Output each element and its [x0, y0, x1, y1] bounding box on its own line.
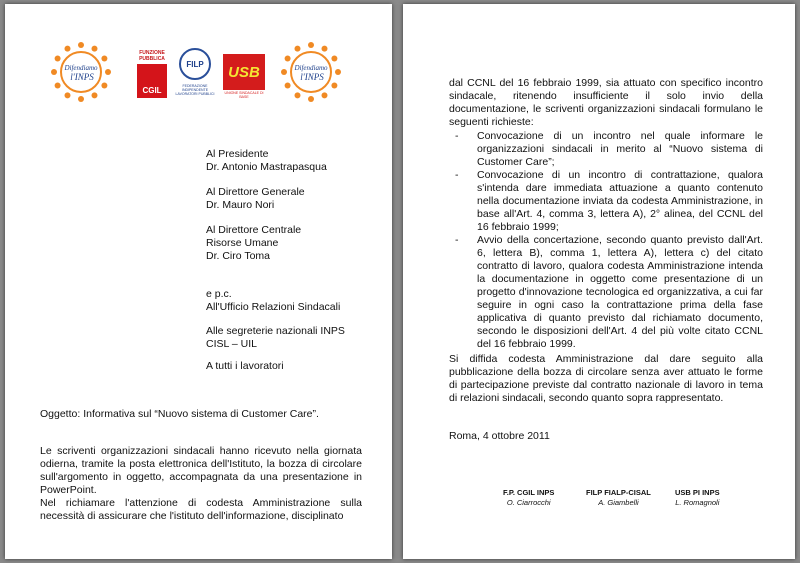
date-line: Roma, 4 ottobre 2011	[449, 430, 550, 442]
fp-label-2: PUBBLICA	[139, 56, 165, 62]
signature-org: F.P. CGIL INPS	[503, 488, 555, 497]
request-text: Convocazione di un incontro nel quale informare le organizzazioni sindacali in merito al “Nuovo sistema di Customer Care”;	[477, 130, 763, 168]
filp-logo	[175, 48, 215, 98]
filp-brand: FILP	[186, 59, 204, 69]
request-list	[449, 130, 763, 351]
signature-name: O. Ciarrocchi	[506, 498, 551, 507]
usb-subtitle: UNIONE SINDACALE DI BASE	[224, 91, 264, 99]
list-item: - Avvio della concertazione, secondo quanto previsto dall'Art. 6, lettera B), comma 1, lettera A), lettera c) del citato contratto di lavoro, qualora codesta Amministrazione intenda la documentazione in oggetto come presentazione di un progetto d'innovazione tecnologica ed organizzativa, a cui far seguire in ogni caso la contrattazione prima della fase applicativa di quanto previsto dal richiamato documento, secondo le disposizioni dell'Art. 4 del più volte citato CCNL del 16 febbraio 1999.	[455, 234, 763, 350]
intro-text: dal CCNL del 16 febbraio 1999, sia attuato con specifico incontro sindacale, ritenendo insufficiente il solo invio della documentazione, le scriventi organizzazioni sindacali formulano le seguenti richieste:	[449, 77, 763, 128]
closing-paragraph	[449, 353, 763, 405]
usb-brand: USB	[228, 63, 260, 81]
signature-fp-cgil	[503, 488, 554, 507]
signature-usb	[675, 488, 720, 507]
logo-header	[49, 40, 369, 106]
usb-logo	[223, 48, 265, 98]
funzione-pubblica-cgil-logo	[135, 50, 169, 98]
list-item: - Convocazione di un incontro nel quale informare le organizzazioni sindacali in merito al “Nuovo sistema di Customer Care”;	[455, 130, 763, 168]
request-text: Avvio della concertazione, secondo quanto previsto dall'Art. 6, lettera B), comma 1, lettera A), lettera c) del citato contratto di lavoro, qualora codesta Amministrazione intenda la documentazione in oggetto come presentazione di un progetto d'innovazione tecnologica ed organizzativa, a cui far seguire in ogni caso la contrattazione prima della fase applicativa di quanto previsto dal richiamato documento, secondo le disposizioni dell'Art. 4 del più volte citato CCNL del 16 febbraio 1999.	[477, 234, 763, 350]
subject-line: Oggetto: Informativa sul “Nuovo sistema di Customer Care”.	[40, 408, 319, 420]
recipient-direttore-generale: Al Direttore Generale Dr. Mauro Nori	[206, 186, 305, 211]
paragraph-2: Nel richiamare l'attenzione di codesta Amministrazione sulla necessità di assicurare che l'istituto dell'informazione, disciplinato	[40, 497, 362, 522]
document-page-2	[403, 4, 795, 559]
signature-org: USB PI INPS	[675, 488, 720, 497]
fp-label-1: FUNZIONE	[139, 50, 165, 56]
sun-text-1: Difendiamo	[64, 64, 98, 72]
sun2-text-2: l'INPS	[300, 72, 324, 82]
fp-brand: CGIL	[142, 86, 162, 95]
list-item: - Convocazione di un incontro di contrattazione, qualora s'intenda dare immediata attuazione a quanto contenuto nella documentazione inviata da codesta Amministrazione, in base all'Art. 4, comma 3, lettera A), 2° alinea, del CCNL del 16 febbraio 1999;	[455, 169, 763, 233]
sun-text-2: l'INPS	[70, 72, 94, 82]
signature-name: A. Giambelli	[598, 498, 639, 507]
difendiamo-inps-logo	[49, 40, 113, 104]
signature-name: L. Romagnoli	[675, 498, 720, 507]
paragraph-1: Le scriventi organizzazioni sindacali hanno ricevuto nella giornata odierna, tramite la posta elettronica dell'Istituto, la bozza di circolare sull'argomento in oggetto, accompagnata da una presentazione in PowerPoint.	[40, 445, 362, 496]
difendiamo-inps-logo-2	[279, 40, 343, 104]
filp-subtitle: FEDERAZIONE INDIPENDENTE LAVORATORI PUBBLICI	[175, 84, 215, 96]
sun2-text-1: Difendiamo	[294, 64, 328, 72]
request-text: Convocazione di un incontro di contrattazione, qualora s'intenda dare immediata attuazione a quanto contenuto nella documentazione inviata da codesta Amministrazione, in base all'Art. 4, comma 3, lettera A), 2° alinea, del CCNL del 16 febbraio 1999;	[477, 169, 763, 233]
closing-text: Si diffida codesta Amministrazione dal dare seguito alla pubblicazione della bozza di circolare senza aver attuato le forme di partecipazione previste dal contratto nazionale di lavoro in tema di relazioni sindacali, secondo quanto sopra rappresentato.	[449, 353, 763, 404]
recipient-direttore-centrale: Al Direttore Centrale Risorse Umane Dr. Ciro Toma	[206, 224, 302, 262]
intro-paragraph	[449, 77, 763, 129]
recipient-segreterie: Alle segreterie nazionali INPS CISL – UIL	[206, 325, 345, 350]
recipient-lavoratori: A tutti i lavoratori	[206, 360, 284, 372]
recipient-epc: e p.c. All'Ufficio Relazioni Sindacali	[206, 288, 341, 313]
signature-org: FILP FIALP-CISAL	[586, 488, 651, 497]
document-page-1	[5, 4, 392, 559]
body-text-left	[40, 445, 362, 523]
signature-filp	[586, 488, 651, 507]
recipient-presidente: Al Presidente Dr. Antonio Mastrapasqua	[206, 148, 327, 173]
